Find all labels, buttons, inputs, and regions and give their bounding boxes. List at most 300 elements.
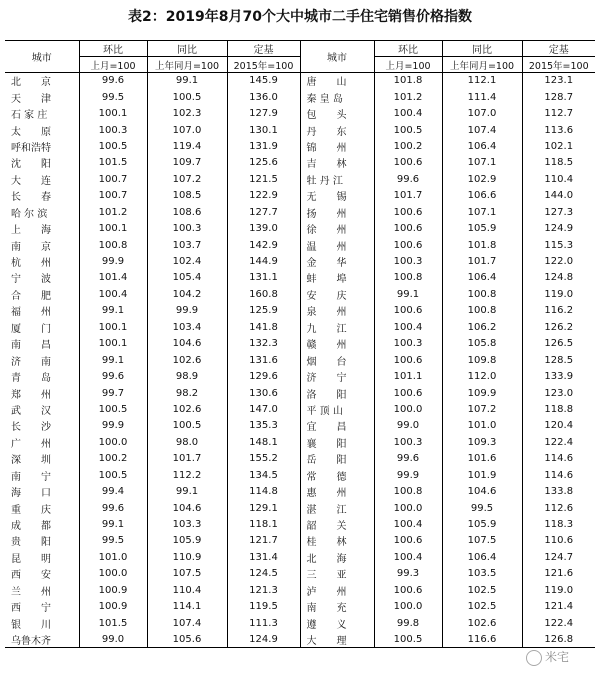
cell-city-left: 合 肥 — [11, 290, 51, 302]
cell-mom-left: 99.5 — [79, 89, 147, 105]
cell-base-right: 119.0 — [522, 582, 595, 598]
cell-yoy-right: 106.4 — [442, 270, 522, 286]
cell-yoy-left: 102.3 — [147, 105, 227, 121]
cell-mom-right: 100.5 — [374, 122, 442, 138]
cell-base-right: 126.5 — [522, 336, 595, 352]
cell-city-right: 无 锡 — [300, 188, 374, 204]
cell-city-right: 牡 丹 江 — [300, 171, 374, 187]
cell-yoy-left: 103.7 — [147, 237, 227, 253]
cell-mom-left: 100.5 — [79, 401, 147, 417]
cell-yoy-left: 110.9 — [147, 549, 227, 565]
cell-yoy-right: 103.5 — [442, 566, 522, 582]
cell-yoy-left: 99.1 — [147, 73, 227, 89]
cell-yoy-right: 109.9 — [442, 385, 522, 401]
cell-yoy-right: 109.8 — [442, 352, 522, 368]
cell-mom-left: 100.7 — [79, 171, 147, 187]
table-row — [5, 368, 595, 384]
cell-city-right: 锦 州 — [300, 138, 374, 154]
cell-base-right: 124.7 — [522, 549, 595, 565]
table-row — [5, 467, 595, 483]
cell-city-left: 深 圳 — [11, 455, 51, 467]
cell-base-left: 131.6 — [227, 352, 300, 368]
cell-mom-left: 100.2 — [79, 451, 147, 467]
cell-base-left: 125.9 — [227, 303, 300, 319]
table-row — [5, 385, 595, 401]
header-mom-left: 环比 — [79, 41, 147, 57]
cell-city-right: 泉 州 — [300, 303, 374, 319]
cell-mom-left: 99.4 — [79, 483, 147, 499]
cell-yoy-left: 102.4 — [147, 253, 227, 269]
table-row — [5, 582, 595, 598]
cell-mom-left: 100.3 — [79, 122, 147, 138]
cell-yoy-left: 114.1 — [147, 599, 227, 615]
cell-yoy-right: 107.0 — [442, 105, 522, 121]
cell-yoy-right: 105.9 — [442, 516, 522, 532]
cell-base-right: 121.6 — [522, 566, 595, 582]
cell-city-right: 九 江 — [300, 319, 374, 335]
cell-base-right: 112.6 — [522, 500, 595, 516]
cell-mom-right: 99.0 — [374, 418, 442, 434]
cell-mom-right: 100.6 — [374, 385, 442, 401]
cell-base-left: 142.9 — [227, 237, 300, 253]
cell-city-right: 岳 阳 — [300, 451, 374, 467]
cell-city-left: 南 昌 — [11, 340, 51, 352]
cell-yoy-right: 107.4 — [442, 122, 522, 138]
cell-city-left: 兰 州 — [11, 586, 51, 598]
cell-mom-left: 99.0 — [79, 631, 147, 647]
cell-base-left: 141.8 — [227, 319, 300, 335]
cell-mom-right: 100.8 — [374, 483, 442, 499]
cell-base-right: 133.8 — [522, 483, 595, 499]
cell-base-left: 114.8 — [227, 483, 300, 499]
cell-city-left: 西 安 — [11, 570, 51, 582]
cell-base-right: 102.1 — [522, 138, 595, 154]
cell-base-right: 119.0 — [522, 286, 595, 302]
cell-city-left: 厦 门 — [11, 323, 51, 335]
cell-yoy-right: 107.5 — [442, 533, 522, 549]
cell-city-left: 上 海 — [11, 225, 51, 237]
cell-base-left: 155.2 — [227, 451, 300, 467]
cell-mom-left: 101.5 — [79, 615, 147, 631]
cell-mom-right: 100.3 — [374, 336, 442, 352]
cell-base-left: 111.3 — [227, 615, 300, 631]
header-city-right: 城市 — [300, 41, 374, 73]
cell-base-right: 113.6 — [522, 122, 595, 138]
cell-mom-right: 100.4 — [374, 549, 442, 565]
cell-city-left: 宁 波 — [11, 274, 51, 286]
cell-city-left: 北 京 — [11, 77, 51, 89]
table-row — [5, 451, 595, 467]
cell-base-right: 123.1 — [522, 73, 595, 89]
cell-city-right: 蚌 埠 — [300, 270, 374, 286]
table-row — [5, 418, 595, 434]
cell-city-right: 扬 州 — [300, 204, 374, 220]
cell-city-left: 成 都 — [11, 521, 51, 533]
cell-city-left: 南 京 — [11, 241, 51, 253]
cell-mom-right: 99.6 — [374, 451, 442, 467]
cell-yoy-left: 103.3 — [147, 516, 227, 532]
cell-city-right: 安 庆 — [300, 286, 374, 302]
table-row — [5, 434, 595, 450]
cell-base-right: 110.6 — [522, 533, 595, 549]
cell-mom-right: 100.6 — [374, 204, 442, 220]
cell-base-right: 124.9 — [522, 220, 595, 236]
cell-mom-left: 99.1 — [79, 516, 147, 532]
cell-base-right: 118.3 — [522, 516, 595, 532]
table-row — [5, 89, 595, 105]
table-row — [5, 171, 595, 187]
cell-city-left: 贵 阳 — [11, 537, 51, 549]
cell-yoy-left: 109.7 — [147, 155, 227, 171]
cell-city-left: 武 汉 — [11, 405, 51, 417]
cell-city-right: 南 充 — [300, 599, 374, 615]
cell-mom-left: 99.1 — [79, 352, 147, 368]
cell-yoy-right: 112.0 — [442, 368, 522, 384]
cell-yoy-right: 102.5 — [442, 582, 522, 598]
cell-city-right: 大 理 — [300, 631, 374, 647]
cell-mom-left: 100.4 — [79, 286, 147, 302]
cell-mom-right: 99.9 — [374, 467, 442, 483]
cell-yoy-left: 104.2 — [147, 286, 227, 302]
cell-city-right: 三 亚 — [300, 566, 374, 582]
cell-yoy-left: 107.2 — [147, 171, 227, 187]
cell-mom-left: 100.0 — [79, 434, 147, 450]
cell-base-left: 132.3 — [227, 336, 300, 352]
cell-yoy-right: 102.6 — [442, 615, 522, 631]
cell-city-left: 重 庆 — [11, 504, 51, 516]
table-row — [5, 286, 595, 302]
cell-base-right: 126.2 — [522, 319, 595, 335]
cell-base-left: 124.9 — [227, 631, 300, 647]
cell-city-right: 秦 皇 岛 — [300, 89, 374, 105]
cell-yoy-left: 99.9 — [147, 303, 227, 319]
header-mom-right: 环比 — [374, 41, 442, 57]
cell-city-right: 唐 山 — [300, 73, 374, 89]
cell-mom-left: 100.9 — [79, 582, 147, 598]
cell-city-left: 乌鲁木齐 — [5, 631, 79, 647]
subheader-mom-left: 上月=100 — [79, 57, 147, 73]
cell-base-left: 145.9 — [227, 73, 300, 89]
cell-base-left: 130.6 — [227, 385, 300, 401]
cell-mom-right: 100.6 — [374, 533, 442, 549]
watermark — [526, 648, 569, 666]
cell-base-right: 120.4 — [522, 418, 595, 434]
table-row — [5, 533, 595, 549]
cell-yoy-right: 111.4 — [442, 89, 522, 105]
cell-base-left: 125.6 — [227, 155, 300, 171]
cell-mom-right: 100.4 — [374, 319, 442, 335]
cell-yoy-right: 106.2 — [442, 319, 522, 335]
cell-mom-left: 99.7 — [79, 385, 147, 401]
table-row — [5, 336, 595, 352]
cell-base-right: 128.7 — [522, 89, 595, 105]
cell-yoy-right: 102.9 — [442, 171, 522, 187]
subheader-base-right: 2015年=100 — [522, 57, 595, 73]
cell-city-left: 杭 州 — [11, 258, 51, 270]
cell-yoy-right: 102.5 — [442, 599, 522, 615]
cell-city-left: 沈 阳 — [11, 159, 51, 171]
table-row — [5, 500, 595, 516]
table-row — [5, 483, 595, 499]
cell-base-left: 119.5 — [227, 599, 300, 615]
cell-mom-right: 100.6 — [374, 303, 442, 319]
cell-mom-right: 100.3 — [374, 253, 442, 269]
cell-mom-right: 99.6 — [374, 171, 442, 187]
cell-yoy-right: 106.4 — [442, 549, 522, 565]
table-row — [5, 253, 595, 269]
cell-base-left: 148.1 — [227, 434, 300, 450]
cell-base-left: 121.3 — [227, 582, 300, 598]
cell-mom-left: 99.6 — [79, 73, 147, 89]
table-row — [5, 105, 595, 121]
cell-mom-left: 100.0 — [79, 566, 147, 582]
cell-yoy-right: 101.8 — [442, 237, 522, 253]
cell-city-right: 赣 州 — [300, 336, 374, 352]
cell-mom-right: 100.0 — [374, 401, 442, 417]
cell-city-right: 泸 州 — [300, 582, 374, 598]
subheader-yoy-left: 上年同月=100 — [147, 57, 227, 73]
cell-city-right: 烟 台 — [300, 352, 374, 368]
cell-mom-right: 100.4 — [374, 105, 442, 121]
header-yoy-left: 同比 — [147, 41, 227, 57]
cell-base-left: 121.5 — [227, 171, 300, 187]
cell-yoy-left: 108.5 — [147, 188, 227, 204]
cell-yoy-right: 100.8 — [442, 303, 522, 319]
cell-mom-left: 100.1 — [79, 319, 147, 335]
cell-mom-left: 101.4 — [79, 270, 147, 286]
cell-mom-right: 100.6 — [374, 352, 442, 368]
cell-yoy-left: 110.4 — [147, 582, 227, 598]
cell-city-left: 海 口 — [11, 488, 51, 500]
wechat-logo-icon — [526, 650, 542, 666]
cell-base-left: 136.0 — [227, 89, 300, 105]
cell-yoy-left: 107.4 — [147, 615, 227, 631]
cell-city-left: 长 沙 — [11, 422, 51, 434]
table-row — [5, 270, 595, 286]
cell-base-left: 144.9 — [227, 253, 300, 269]
cell-city-right: 常 德 — [300, 467, 374, 483]
cell-city-left: 郑 州 — [11, 389, 51, 401]
cell-mom-left: 101.2 — [79, 204, 147, 220]
cell-base-right: 112.7 — [522, 105, 595, 121]
cell-base-left: 127.7 — [227, 204, 300, 220]
cell-yoy-right: 105.9 — [442, 220, 522, 236]
cell-base-left: 160.8 — [227, 286, 300, 302]
cell-base-right: 128.5 — [522, 352, 595, 368]
cell-yoy-right: 100.8 — [442, 286, 522, 302]
cell-yoy-right: 112.1 — [442, 73, 522, 89]
table-row — [5, 319, 595, 335]
cell-city-left: 青 岛 — [11, 373, 51, 385]
cell-city-left: 福 州 — [11, 307, 51, 319]
subheader-yoy-right: 上年同月=100 — [442, 57, 522, 73]
cell-mom-left: 100.8 — [79, 237, 147, 253]
cell-mom-right: 100.0 — [374, 599, 442, 615]
cell-city-right: 丹 东 — [300, 122, 374, 138]
table-row — [5, 188, 595, 204]
header-city-left: 城市 — [5, 41, 79, 73]
cell-yoy-left: 100.3 — [147, 220, 227, 236]
cell-city-left: 西 宁 — [11, 603, 51, 615]
cell-base-right: 110.4 — [522, 171, 595, 187]
cell-mom-right: 100.6 — [374, 237, 442, 253]
cell-base-right: 122.4 — [522, 434, 595, 450]
cell-yoy-left: 101.7 — [147, 451, 227, 467]
cell-city-right: 金 华 — [300, 253, 374, 269]
table-row — [5, 352, 595, 368]
cell-base-right: 126.8 — [522, 631, 595, 647]
cell-base-right: 114.6 — [522, 451, 595, 467]
cell-yoy-left: 105.4 — [147, 270, 227, 286]
cell-city-right: 惠 州 — [300, 483, 374, 499]
cell-yoy-left: 99.1 — [147, 483, 227, 499]
cell-base-left: 139.0 — [227, 220, 300, 236]
cell-city-left: 哈 尔 滨 — [11, 208, 48, 220]
cell-base-left: 129.6 — [227, 368, 300, 384]
cell-yoy-left: 98.9 — [147, 368, 227, 384]
cell-yoy-left: 102.6 — [147, 401, 227, 417]
cell-city-right: 徐 州 — [300, 220, 374, 236]
cell-city-right: 宜 昌 — [300, 418, 374, 434]
cell-city-right: 济 宁 — [300, 368, 374, 384]
cell-city-left: 天 津 — [11, 93, 51, 105]
cell-yoy-left: 107.0 — [147, 122, 227, 138]
cell-city-right: 包 头 — [300, 105, 374, 121]
cell-yoy-left: 98.0 — [147, 434, 227, 450]
cell-city-right: 韶 关 — [300, 516, 374, 532]
cell-yoy-right: 106.4 — [442, 138, 522, 154]
table-body — [5, 73, 595, 648]
cell-yoy-left: 98.2 — [147, 385, 227, 401]
cell-city-right: 洛 阳 — [300, 385, 374, 401]
cell-mom-left: 100.1 — [79, 220, 147, 236]
cell-mom-left: 99.5 — [79, 533, 147, 549]
cell-city-left: 昆 明 — [11, 553, 51, 565]
cell-yoy-right: 107.1 — [442, 204, 522, 220]
cell-mom-right: 100.6 — [374, 582, 442, 598]
header-base-right: 定基 — [522, 41, 595, 57]
cell-base-left: 118.1 — [227, 516, 300, 532]
cell-yoy-right: 109.3 — [442, 434, 522, 450]
cell-mom-right: 100.4 — [374, 516, 442, 532]
table-row — [5, 566, 595, 582]
cell-base-left: 121.7 — [227, 533, 300, 549]
table-row — [5, 73, 595, 89]
cell-yoy-left: 105.9 — [147, 533, 227, 549]
table-row — [5, 220, 595, 236]
cell-city-right: 襄 阳 — [300, 434, 374, 450]
cell-base-left: 122.9 — [227, 188, 300, 204]
cell-city-right: 遵 义 — [300, 615, 374, 631]
table-title: 表2：2019年8月70个大中城市二手住宅销售价格指数 — [128, 9, 472, 25]
cell-mom-left: 100.5 — [79, 467, 147, 483]
cell-base-left: 131.9 — [227, 138, 300, 154]
cell-yoy-right: 107.1 — [442, 155, 522, 171]
cell-city-left: 长 春 — [11, 192, 51, 204]
cell-city-right: 湛 江 — [300, 500, 374, 516]
cell-base-right: 127.3 — [522, 204, 595, 220]
cell-mom-right: 101.7 — [374, 188, 442, 204]
cell-mom-right: 100.6 — [374, 220, 442, 236]
cell-city-left: 银 川 — [11, 619, 51, 631]
cell-yoy-right: 104.6 — [442, 483, 522, 499]
subheader-mom-right: 上月=100 — [374, 57, 442, 73]
cell-mom-right: 100.0 — [374, 500, 442, 516]
cell-mom-right: 99.3 — [374, 566, 442, 582]
cell-yoy-left: 105.6 — [147, 631, 227, 647]
table-row — [5, 155, 595, 171]
cell-yoy-right: 101.6 — [442, 451, 522, 467]
cell-mom-left: 100.7 — [79, 188, 147, 204]
cell-yoy-left: 104.6 — [147, 336, 227, 352]
cell-mom-right: 100.8 — [374, 270, 442, 286]
price-index-table — [5, 40, 595, 648]
cell-city-left: 呼和浩特 — [11, 142, 51, 154]
table-row — [5, 615, 595, 631]
cell-mom-right: 101.8 — [374, 73, 442, 89]
cell-base-right: 133.9 — [522, 368, 595, 384]
header-base-left: 定基 — [227, 41, 300, 57]
cell-base-left: 131.1 — [227, 270, 300, 286]
cell-yoy-left: 100.5 — [147, 89, 227, 105]
cell-yoy-left: 104.6 — [147, 500, 227, 516]
table-row — [5, 516, 595, 532]
cell-base-right: 123.0 — [522, 385, 595, 401]
cell-city-left: 太 原 — [11, 126, 51, 138]
cell-mom-left: 99.9 — [79, 418, 147, 434]
cell-yoy-left: 100.5 — [147, 418, 227, 434]
cell-mom-left: 100.5 — [79, 138, 147, 154]
cell-base-left: 135.3 — [227, 418, 300, 434]
cell-mom-right: 101.2 — [374, 89, 442, 105]
cell-yoy-left: 103.4 — [147, 319, 227, 335]
cell-city-left: 南 宁 — [11, 471, 51, 483]
watermark-text: 米宅 — [545, 650, 570, 664]
cell-mom-left: 99.6 — [79, 500, 147, 516]
cell-base-right: 121.4 — [522, 599, 595, 615]
cell-yoy-left: 112.2 — [147, 467, 227, 483]
cell-city-left: 济 南 — [11, 356, 51, 368]
cell-yoy-left: 119.4 — [147, 138, 227, 154]
cell-city-right: 温 州 — [300, 237, 374, 253]
table-row — [5, 401, 595, 417]
cell-mom-left: 99.9 — [79, 253, 147, 269]
cell-mom-left: 99.1 — [79, 303, 147, 319]
cell-city-left: 大 连 — [11, 175, 51, 187]
cell-yoy-right: 116.6 — [442, 631, 522, 647]
cell-base-right: 116.2 — [522, 303, 595, 319]
table-row — [5, 138, 595, 154]
subheader-base-left: 2015年=100 — [227, 57, 300, 73]
cell-base-right: 118.5 — [522, 155, 595, 171]
cell-base-right: 124.8 — [522, 270, 595, 286]
cell-base-right: 118.8 — [522, 401, 595, 417]
table-row — [5, 303, 595, 319]
cell-mom-right: 99.8 — [374, 615, 442, 631]
cell-base-left: 147.0 — [227, 401, 300, 417]
cell-base-right: 115.3 — [522, 237, 595, 253]
cell-yoy-right: 101.9 — [442, 467, 522, 483]
table-row — [5, 237, 595, 253]
table-row — [5, 549, 595, 565]
cell-city-right: 桂 林 — [300, 533, 374, 549]
cell-base-left: 127.9 — [227, 105, 300, 121]
cell-city-left: 石 家 庄 — [11, 110, 48, 122]
cell-mom-right: 100.2 — [374, 138, 442, 154]
table-row — [5, 631, 595, 647]
header-yoy-right: 同比 — [442, 41, 522, 57]
cell-yoy-left: 102.6 — [147, 352, 227, 368]
